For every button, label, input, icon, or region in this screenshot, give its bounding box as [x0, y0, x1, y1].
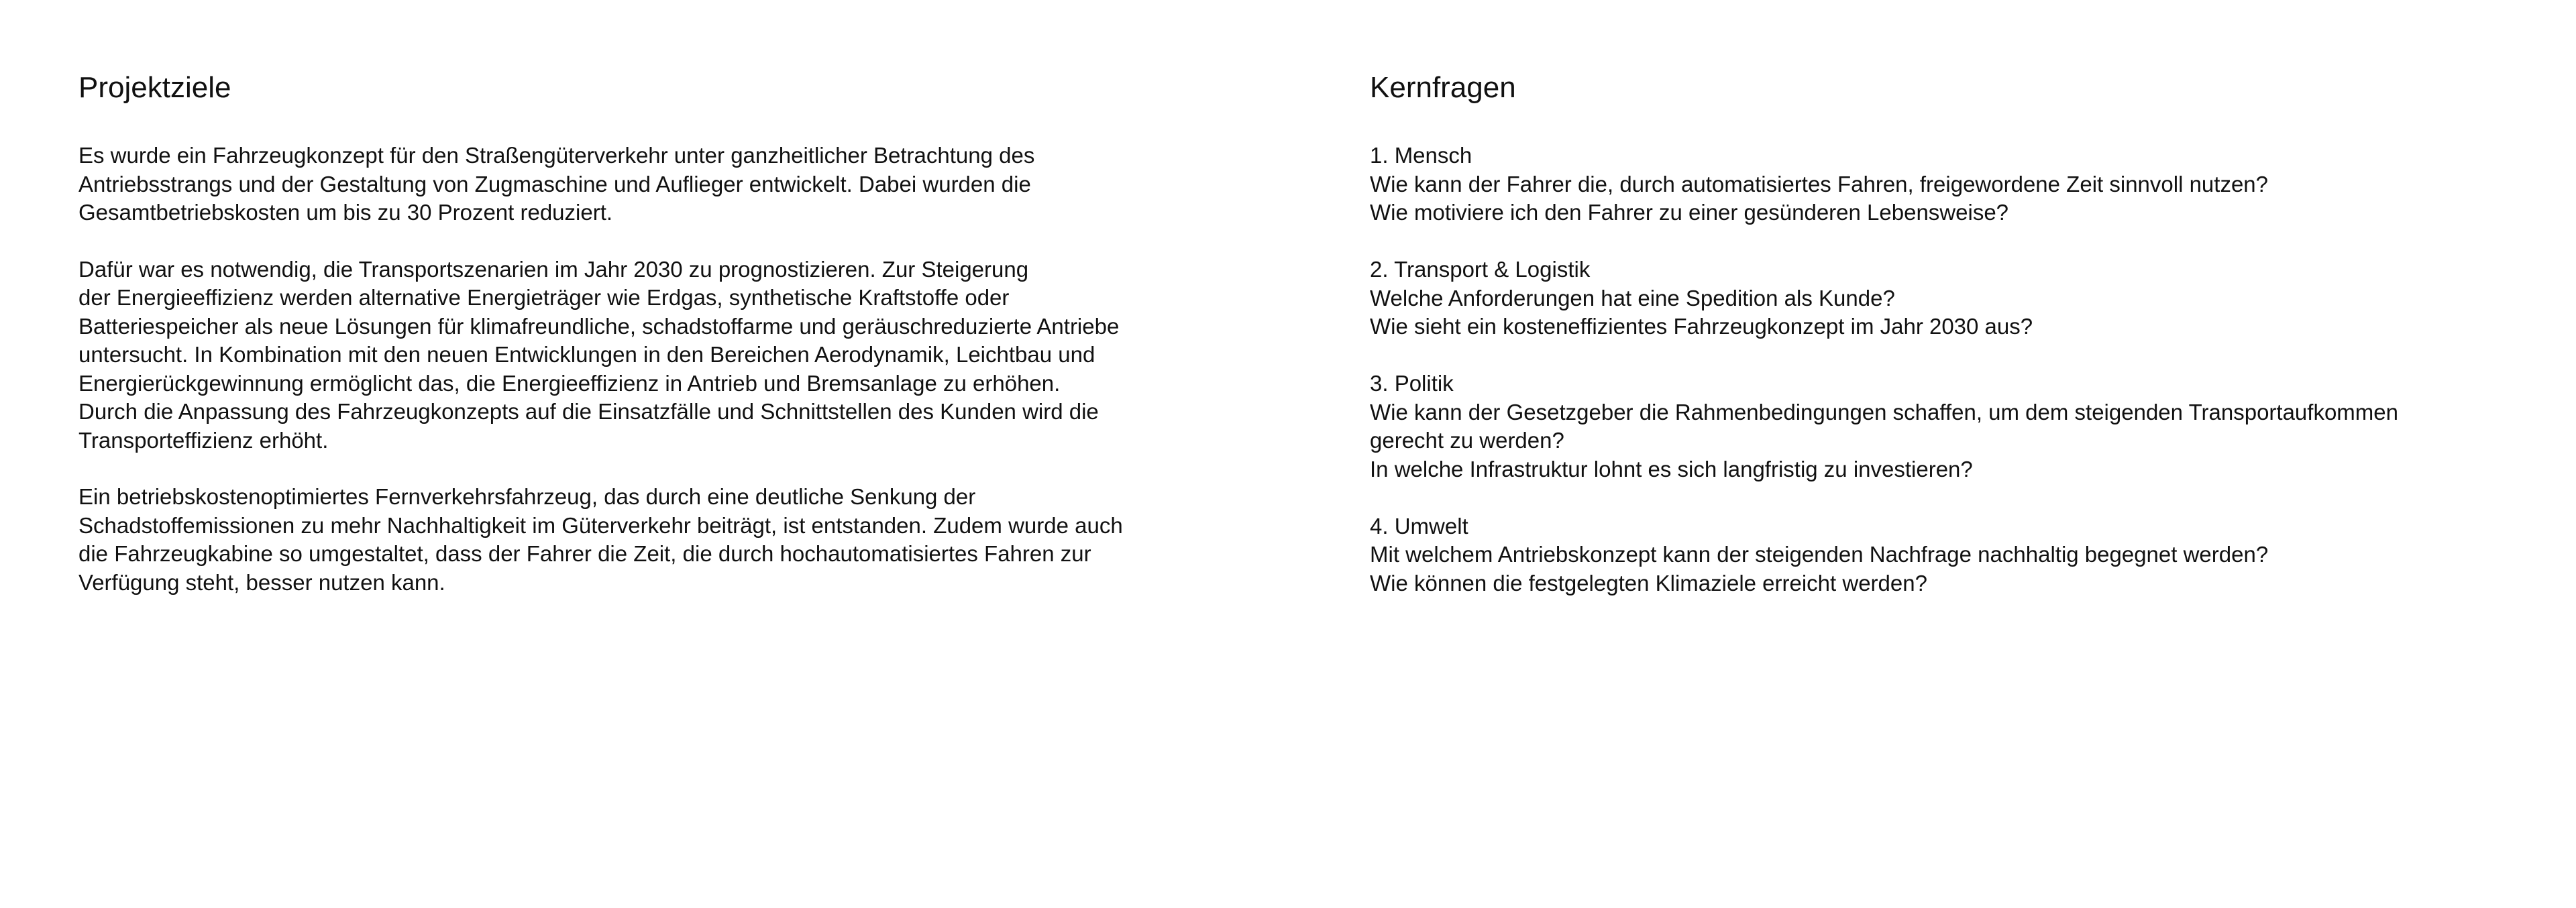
section-heading: 4. Umwelt: [1370, 513, 1468, 538]
kernfragen-section-mensch: [1370, 141, 2551, 227]
paragraph-line: Batteriespeicher als neue Lösungen für klimafreundliche, schadstoffarme und geräuschreduzierte Antriebe: [78, 313, 1120, 339]
kernfragen-body: [1370, 141, 2551, 626]
paragraph-line: Durch die Anpassung des Fahrzeugkonzepts auf die Einsatzfälle und Schnittstellen des Kunden wird die: [78, 399, 1099, 424]
kernfragen-section-politik: [1370, 370, 2551, 484]
kernfragen-section-umwelt: [1370, 512, 2551, 598]
projektziele-body: [78, 141, 1252, 625]
paragraph-line: Schadstoffemissionen zu mehr Nachhaltigkeit im Güterverkehr beiträgt, ist entstanden. Zudem wurde auch: [78, 512, 1123, 538]
projektziele-heading: Projektziele: [78, 71, 231, 104]
projektziele-paragraph-2: [78, 256, 1252, 455]
paragraph-line: der Energieeffizienz werden alternative Energieträger wie Erdgas, synthetische Kraftstoffe oder: [78, 285, 1010, 310]
question-line: Mit welchem Antriebskonzept kann der steigenden Nachfrage nachhaltig begegnet werden?: [1370, 542, 2269, 567]
question-line: In welche Infrastruktur lohnt es sich langfristig zu investieren?: [1370, 456, 1973, 481]
question-line: Wie sieht ein kosteneffizientes Fahrzeugkonzept im Jahr 2030 aus?: [1370, 314, 2033, 339]
paragraph-line: die Fahrzeugkabine so umgestaltet, dass der Fahrer die Zeit, die durch hochautomatisiertes Fahren zur: [78, 541, 1091, 566]
section-heading: 1. Mensch: [1370, 143, 1472, 168]
paragraph-line: Transporteffizienz erhöht.: [78, 427, 329, 453]
paragraph-line: Antriebsstrangs und der Gestaltung von Zugmaschine und Auflieger entwickelt. Dabei wurden die: [78, 171, 1031, 196]
paragraph-line: Es wurde ein Fahrzeugkonzept für den Straßengüterverkehr unter ganzheitlicher Betrachtung des: [78, 143, 1035, 168]
projektziele-paragraph-3: [78, 483, 1252, 597]
paragraph-line: Dafür war es notwendig, die Transportszenarien im Jahr 2030 zu prognostizieren. Zur Steigerung: [78, 256, 1029, 282]
question-line: Wie können die festgelegten Klimaziele erreicht werden?: [1370, 570, 1927, 595]
question-line: Wie kann der Fahrer die, durch automatisiertes Fahren, freigewordene Zeit sinnvoll nutzen?: [1370, 171, 2269, 196]
kernfragen-heading: Kernfragen: [1370, 71, 1516, 104]
section-heading: 2. Transport & Logistik: [1370, 257, 1591, 282]
kernfragen-section-transport-logistik: [1370, 256, 2551, 341]
question-line: Welche Anforderungen hat eine Spedition als Kunde?: [1370, 285, 1895, 310]
paragraph-line: Energierückgewinnung ermöglicht das, die Energieeffizienz in Antrieb und Bremsanlage zu erhöhen.: [78, 370, 1061, 396]
question-line: gerecht zu werden?: [1370, 428, 1564, 453]
projektziele-paragraph-1: [78, 141, 1252, 227]
section-heading: 3. Politik: [1370, 371, 1454, 396]
paragraph-line: untersucht. In Kombination mit den neuen Entwicklungen in den Bereichen Aerodynamik, Leichtbau und: [78, 342, 1095, 367]
question-line: Wie kann der Gesetzgeber die Rahmenbedingungen schaffen, um dem steigenden Transportaufkommen: [1370, 399, 2398, 424]
paragraph-line: Gesamtbetriebskosten um bis zu 30 Prozent reduziert.: [78, 200, 613, 225]
paragraph-line: Verfügung steht, besser nutzen kann.: [78, 569, 445, 595]
paragraph-line: Ein betriebskostenoptimiertes Fernverkehrsfahrzeug, das durch eine deutliche Senkung der: [78, 484, 976, 509]
question-line: Wie motiviere ich den Fahrer zu einer gesünderen Lebensweise?: [1370, 200, 2009, 225]
